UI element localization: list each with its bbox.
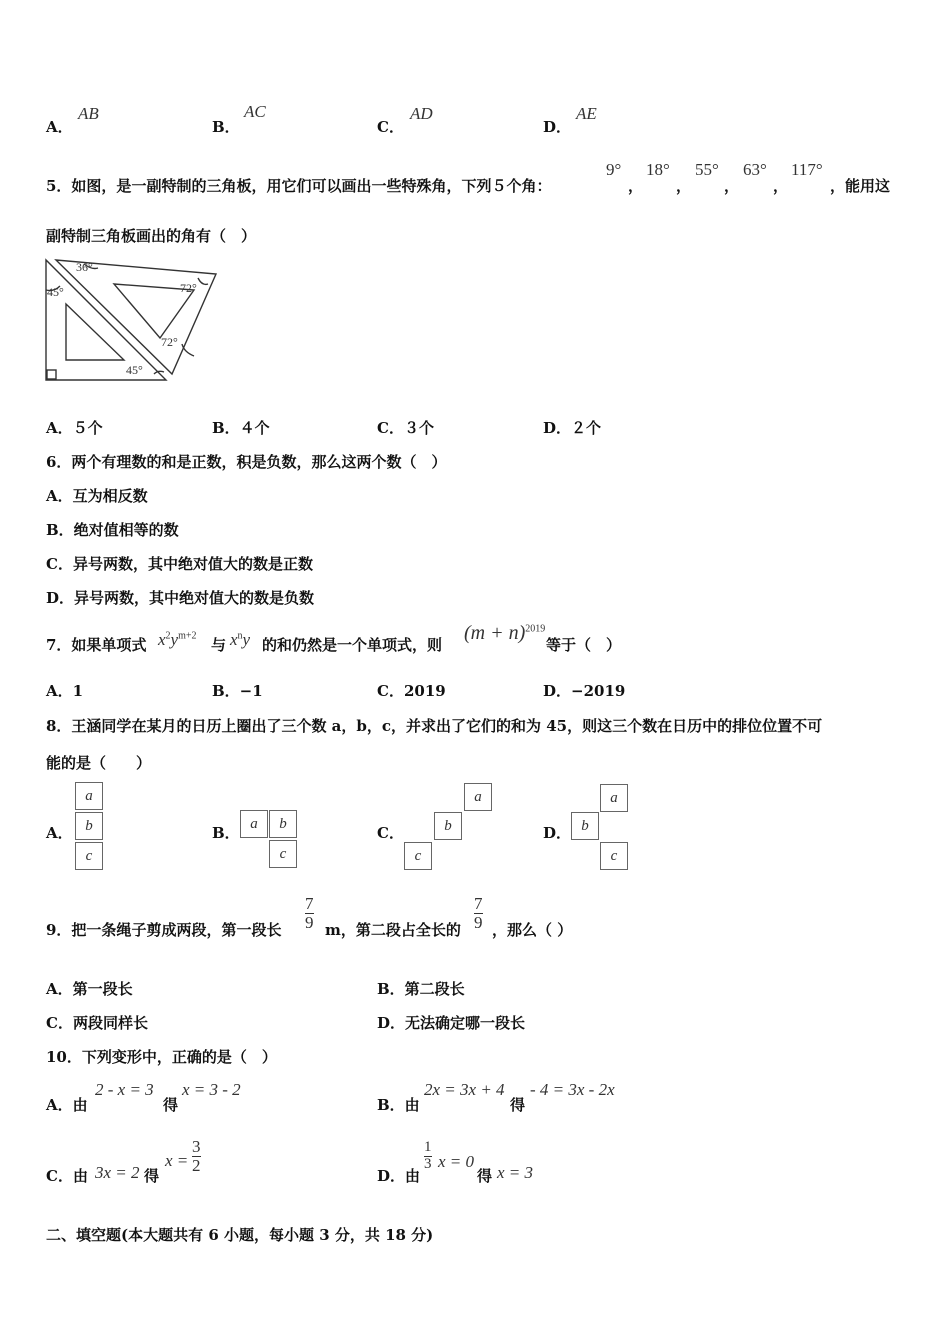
q8-option-a-label: A．	[46, 824, 73, 842]
q10-option-a-de: 得	[163, 1096, 179, 1114]
q6-option-b: B．绝对值相等的数	[46, 521, 179, 539]
cell-a: a	[240, 810, 268, 838]
q5-angle-4: 63°	[743, 160, 767, 179]
q5-set-squares-figure	[44, 256, 222, 384]
cell-c: c	[75, 842, 103, 870]
q10-option-a-label: A．由	[46, 1096, 88, 1114]
q4-option-a-value: AB	[78, 104, 99, 123]
q10-option-c-lhs: x =	[165, 1151, 189, 1170]
q10-option-d-label: D．由	[377, 1167, 421, 1185]
q4-option-b-value: AC	[244, 102, 266, 121]
q5-option-b: B．４个	[212, 419, 270, 437]
q10-stem: 10．下列变形中，正确的是（ ）	[46, 1048, 277, 1066]
q8-stem-line2: 能的是（ ）	[46, 754, 152, 772]
q8-option-b-label: B．	[212, 824, 240, 842]
q4-option-c-value: AD	[410, 104, 433, 123]
q5-angle-3: 55°	[695, 160, 719, 179]
angle-label-45-left: 45°	[47, 285, 64, 299]
q9-option-d: D．无法确定哪一段长	[377, 1014, 526, 1032]
cell-b: b	[75, 812, 103, 840]
q5-option-a: A．５个	[46, 419, 103, 437]
q8-option-d-label: D．	[543, 824, 572, 842]
q5-option-c: C．３个	[377, 419, 434, 437]
q10-option-d-fraction: 1 3	[424, 1139, 432, 1172]
q4-option-d-value: AE	[576, 104, 597, 123]
q4-option-d: D．	[543, 118, 572, 136]
q5-stem-line2: 副特制三角板画出的角有（ ）	[46, 227, 257, 245]
cell-b: b	[434, 812, 462, 840]
q4-option-b: B．	[212, 118, 240, 136]
q6-option-a: A．互为相反数	[46, 487, 148, 505]
q7-option-a: A．1	[46, 682, 84, 700]
q9-fraction-1: 7 9	[305, 894, 314, 932]
q8-stem-line1: 8．王涵同学在某月的日历上圈出了三个数 a，b，c，并求出了它们的和为 45，则这三个数在日历中的排位位置不可	[46, 717, 823, 735]
q7-option-d: D．−2019	[543, 682, 626, 700]
cell-c: c	[404, 842, 432, 870]
q7-expression: $(m + n)^{2019}$	[464, 622, 546, 644]
q5-stem-part1: 5．如图，是一副特制的三角板，用它们可以画出一些特殊角，下列５个角：	[46, 177, 552, 195]
q9-option-b: B．第二段长	[377, 980, 465, 998]
q7-stem-mid2: 的和仍然是一个单项式，则	[262, 636, 443, 654]
q5-sep-1: ，	[628, 177, 644, 195]
q10-option-a-expr1: 2 - x = 3	[95, 1080, 154, 1099]
q7-monomial-2: $x^ny$	[230, 630, 251, 649]
q5-angle-2: 18°	[646, 160, 670, 179]
q10-option-c-expr1: 3x = 2	[95, 1163, 140, 1182]
cell-a: a	[75, 782, 103, 810]
q6-option-c: C．异号两数，其中绝对值大的数是正数	[46, 555, 313, 573]
cell-c: c	[269, 840, 297, 868]
q10-option-b-de: 得	[510, 1096, 526, 1114]
angle-label-72-bottom: 72°	[161, 335, 178, 349]
section-2-title: 二、填空题(本大题共有 6 小题，每小题 3 分，共 18 分)	[46, 1226, 434, 1244]
q7-stem-suffix: 等于（ ）	[546, 636, 622, 654]
angle-label-45-bottom: 45°	[126, 363, 143, 377]
q10-option-d-expr2: x = 3	[497, 1163, 534, 1182]
cell-a: a	[464, 783, 492, 811]
q5-stem-part2: ，能用这	[830, 177, 891, 195]
left-triangle-inner	[66, 304, 124, 360]
angle-label-36: 36°	[76, 260, 93, 274]
q10-option-d-de: 得	[477, 1167, 493, 1185]
q10-option-c-label: C．由	[46, 1167, 88, 1185]
q9-option-a: A．第一段长	[46, 980, 133, 998]
q4-option-a: A．	[46, 118, 73, 136]
q10-option-b-expr1: 2x = 3x + 4	[424, 1080, 505, 1099]
q9-fraction-2: 7 9	[474, 894, 483, 932]
q7-option-b: B．−1	[212, 682, 263, 700]
q10-option-b-label: B．由	[377, 1096, 420, 1114]
q9-option-c: C．两段同样长	[46, 1014, 148, 1032]
q9-stem-prefix: 9．把一条绳子剪成两段，第一段长	[46, 921, 282, 939]
q8-option-c-label: C．	[377, 824, 404, 842]
cell-c: c	[600, 842, 628, 870]
cell-b: b	[269, 810, 297, 838]
q4-option-c: C．	[377, 118, 404, 136]
q5-option-d: D．２个	[543, 419, 602, 437]
q6-option-d: D．异号两数，其中绝对值大的数是负数	[46, 589, 315, 607]
angle-label-72-top: 72°	[180, 281, 197, 295]
cell-a: a	[600, 784, 628, 812]
q7-monomial-1: $x^2y^{m+2}$	[158, 630, 197, 649]
q9-stem-suffix: ，那么（ ）	[492, 921, 573, 939]
q7-option-c: C．2019	[377, 682, 446, 700]
q5-angle-1: 9°	[606, 160, 622, 179]
q5-sep-3: ，	[724, 177, 740, 195]
q7-stem-mid: 与	[211, 636, 227, 654]
q5-sep-2: ，	[676, 177, 692, 195]
q5-sep-4: ，	[773, 177, 789, 195]
left-triangle-outer	[46, 260, 166, 380]
q10-option-c-fraction: 3 2	[192, 1137, 201, 1175]
q10-option-a-expr2: x = 3 - 2	[182, 1080, 241, 1099]
q9-stem-mid: m，第二段占全长的	[325, 921, 461, 939]
q7-stem-prefix: 7．如果单项式	[46, 636, 147, 654]
q10-option-c-de: 得	[144, 1167, 160, 1185]
q10-option-b-expr2: - 4 = 3x - 2x	[530, 1080, 615, 1099]
cell-b: b	[571, 812, 599, 840]
q5-angle-5: 117°	[791, 160, 823, 179]
q6-stem: 6．两个有理数的和是正数，积是负数，那么这两个数（ ）	[46, 453, 447, 471]
q10-option-d-expr1: x = 0	[438, 1152, 475, 1171]
